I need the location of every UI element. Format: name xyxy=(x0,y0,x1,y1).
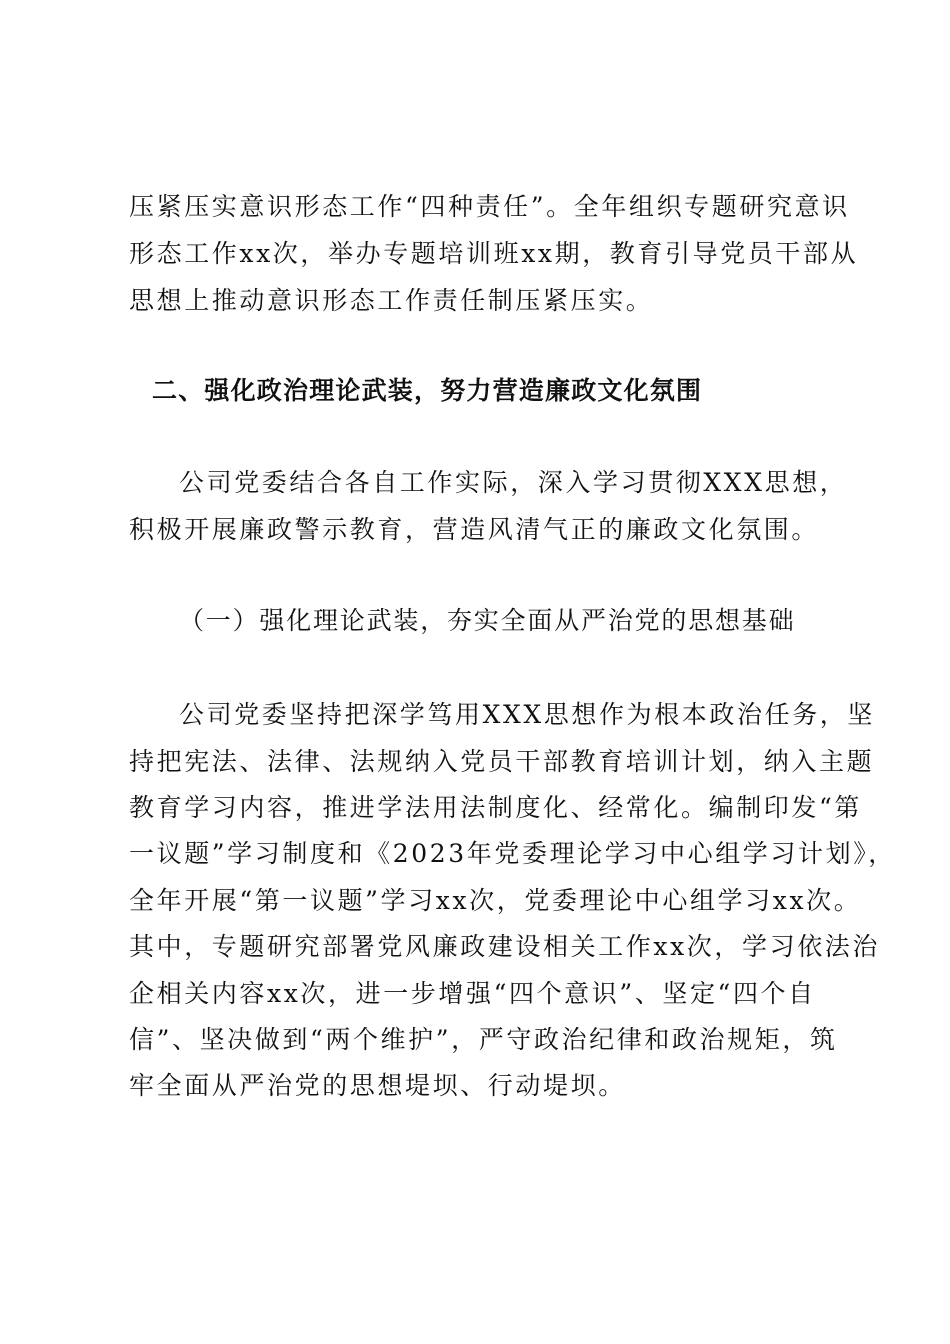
paragraph-line: 全年开展“第一议题”学习xx次，党委理论中心组学习xx次。 xyxy=(129,886,862,915)
paragraph-line: 公司党委结合各自工作实际，深入学习贯彻XXX思想， xyxy=(179,468,848,497)
paragraph-line: 积极开展廉政警示教育，营造风清气正的廉政文化氛围。 xyxy=(129,515,820,544)
subsection-heading: （一）强化理论武装，夯实全面从严治党的思想基础 xyxy=(179,606,796,635)
paragraph-line: 压紧压实意识形态工作“四种责任”。全年组织专题研究意识 xyxy=(129,192,850,221)
paragraph-line: 企相关内容xx次，进一步增强“四个意识”、坚定“四个自 xyxy=(129,979,816,1008)
paragraph-line: 形态工作xx次，举办专题培训班xx期，教育引导党员干部从 xyxy=(129,239,859,268)
paragraph-line: 思想上推动意识形态工作责任制压紧压实。 xyxy=(129,286,654,315)
section-heading: 二、强化政治理论武装，努力营造廉政文化氛围 xyxy=(152,376,703,405)
paragraph-line: 持把宪法、法律、法规纳入党员干部教育培训计划，纳入主题 xyxy=(129,747,875,776)
paragraph-line: 教育学习内容，推进学法用法制度化、经常化。编制印发“第 xyxy=(129,793,862,822)
paragraph-line: 一议题”学习制度和《2023年党委理论学习中心组学习计划》， xyxy=(129,839,896,868)
paragraph-line: 牢全面从严治党的思想堤坝、行动堤坝。 xyxy=(129,1071,626,1100)
paragraph-line: 公司党委坚持把深学笃用XXX思想作为根本政治任务，坚 xyxy=(179,700,875,729)
paragraph-line: 其中，专题研究部署党风廉政建设相关工作xx次，学习依法治 xyxy=(129,932,881,961)
paragraph-line: 信”、坚决做到“两个维护”，严守政治纪律和政治规矩，筑 xyxy=(129,1025,838,1054)
